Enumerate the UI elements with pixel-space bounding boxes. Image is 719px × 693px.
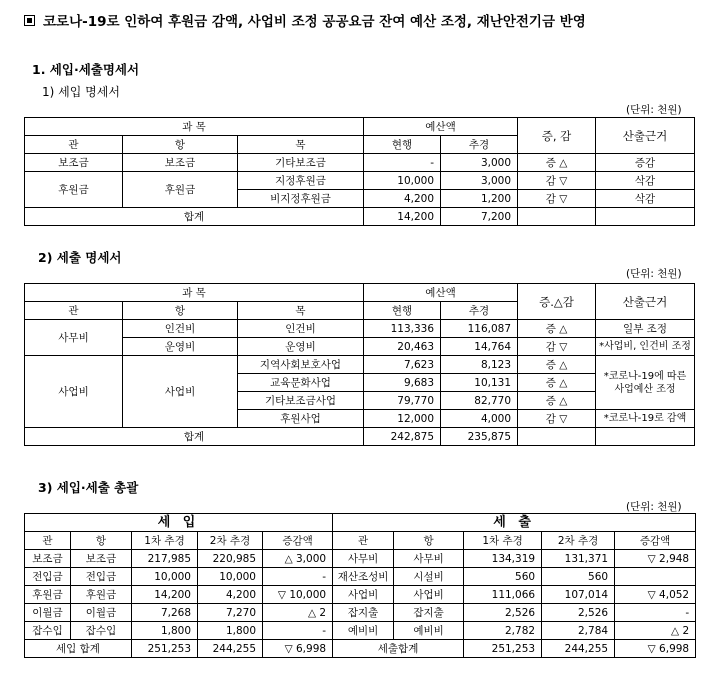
cell-expense-hang: 잡지출 (394, 604, 464, 622)
cell-expense-gwan: 사무비 (333, 550, 394, 568)
header-mok: 목 (238, 302, 364, 320)
cell-revised: 116,087 (441, 320, 518, 338)
cell-expense-first: 2,782 (464, 622, 542, 640)
header-gwan: 관 (25, 532, 71, 550)
cell-current: 10,000 (364, 172, 441, 190)
cell-current: 9,683 (364, 374, 441, 392)
table-row (25, 550, 696, 568)
cell-mok: 지역사회보호사업 (238, 356, 364, 374)
cell-diff: 감 ▽ (518, 172, 596, 190)
cell-expense-second: 131,371 (542, 550, 615, 568)
cell-expense-second: 2,526 (542, 604, 615, 622)
income-heading: 1) 세입 명세서 (42, 85, 120, 99)
cell-current: 12,000 (364, 410, 441, 428)
cell-income-gwan: 보조금 (25, 550, 71, 568)
header-gwan: 관 (333, 532, 394, 550)
table-row (25, 622, 696, 640)
cell-income-gwan: 잡수입 (25, 622, 71, 640)
cell-income-second: 4,200 (198, 586, 263, 604)
cell-basis: 삭감 (596, 190, 695, 208)
cell-expense-diff: △ 2 (615, 622, 696, 640)
header-hang: 항 (71, 532, 132, 550)
cell-income-second: 10,000 (198, 568, 263, 586)
cell-mok: 인건비 (238, 320, 364, 338)
cell-diff: 증 △ (518, 154, 596, 172)
cell-current: 20,463 (364, 338, 441, 356)
header-gwamok: 과 목 (25, 118, 364, 136)
cell-income-gwan: 후원금 (25, 586, 71, 604)
cell-income-diff: △ 2 (263, 604, 333, 622)
cell-current: 113,336 (364, 320, 441, 338)
cell-diff: 증 △ (518, 392, 596, 410)
total-row (25, 428, 695, 446)
cell-income-hang: 잡수입 (71, 622, 132, 640)
income-table (24, 117, 695, 226)
cell-income-diff: ▽ 10,000 (263, 586, 333, 604)
cell-income-hang: 후원금 (71, 586, 132, 604)
cell-hang: 후원금 (123, 172, 238, 208)
cell-income-gwan: 이월금 (25, 604, 71, 622)
total-label: 합계 (25, 428, 364, 446)
expense-unit: (단위: 천원) (626, 268, 682, 280)
expense-total-second: 244,255 (542, 640, 615, 658)
cell-empty (596, 208, 695, 226)
cell-income-first: 217,985 (132, 550, 198, 568)
income-unit: (단위: 천원) (626, 104, 682, 116)
cell-expense-second: 560 (542, 568, 615, 586)
cell-expense-hang: 시설비 (394, 568, 464, 586)
header-hang: 항 (123, 136, 238, 154)
expense-table (24, 283, 695, 446)
cell-empty (596, 428, 695, 446)
cell-revised: 1,200 (441, 190, 518, 208)
cell-expense-hang: 예비비 (394, 622, 464, 640)
header-revised: 추경 (441, 302, 518, 320)
cell-expense-diff (615, 568, 696, 586)
summary-heading: 3) 세입·세출 총괄 (38, 480, 139, 495)
table-row (25, 586, 696, 604)
income-total-diff: ▽ 6,998 (263, 640, 333, 658)
cell-basis: *코로나-19로 감액 (596, 410, 695, 428)
header-mok: 목 (238, 136, 364, 154)
cell-current: 4,200 (364, 190, 441, 208)
header-budget: 예산액 (364, 118, 518, 136)
cell-hang: 보조금 (123, 154, 238, 172)
income-total-label: 세입 합계 (25, 640, 132, 658)
table-row (25, 356, 695, 374)
header-expense: 세 출 (333, 514, 696, 532)
header-hang: 항 (123, 302, 238, 320)
total-row (25, 640, 696, 658)
cell-current: 7,623 (364, 356, 441, 374)
cell-mok: 기타보조금사업 (238, 392, 364, 410)
table-row (25, 154, 695, 172)
cell-income-diff: △ 3,000 (263, 550, 333, 568)
cell-expense-second: 107,014 (542, 586, 615, 604)
header-gwamok: 과 목 (25, 284, 364, 302)
cell-revised: 8,123 (441, 356, 518, 374)
cell-revised: 10,131 (441, 374, 518, 392)
cell-empty (518, 428, 596, 446)
cell-expense-gwan: 예비비 (333, 622, 394, 640)
cell-income-hang: 보조금 (71, 550, 132, 568)
section-heading: 1. 세입·세출명세서 (32, 62, 140, 77)
expense-total-diff: ▽ 6,998 (615, 640, 696, 658)
header-basis: 산출근거 (596, 118, 695, 154)
cell-diff: 증 △ (518, 374, 596, 392)
square-bullet-icon (24, 15, 35, 26)
total-current: 14,200 (364, 208, 441, 226)
page-title (24, 10, 586, 30)
header-income: 세 입 (25, 514, 333, 532)
cell-mok: 비지정후원금 (238, 190, 364, 208)
cell-expense-gwan: 재산조성비 (333, 568, 394, 586)
total-revised: 7,200 (441, 208, 518, 226)
summary-unit: (단위: 천원) (626, 501, 682, 513)
header-basis: 산출근거 (596, 284, 695, 320)
header-diff: 증, 감 (518, 118, 596, 154)
cell-revised: 3,000 (441, 172, 518, 190)
cell-diff: 감 ▽ (518, 190, 596, 208)
cell-gwan: 후원금 (25, 172, 123, 208)
header-diff: 증.△감 (518, 284, 596, 320)
cell-diff: 증 △ (518, 320, 596, 338)
page-title-text: 코로나-19로 인하여 후원금 감액, 사업비 조정 공공요금 잔여 예산 조정, 재난안전기금 반영 (43, 14, 586, 30)
cell-basis: 삭감 (596, 172, 695, 190)
cell-basis: 일부 조정 (596, 320, 695, 338)
cell-diff: 감 ▽ (518, 410, 596, 428)
cell-income-second: 220,985 (198, 550, 263, 568)
header-gwan: 관 (25, 136, 123, 154)
cell-gwan: 사무비 (25, 320, 123, 356)
table-row (25, 604, 696, 622)
cell-income-diff: - (263, 622, 333, 640)
cell-income-gwan: 전입금 (25, 568, 71, 586)
header-diff: 증감액 (615, 532, 696, 550)
cell-expense-hang: 사무비 (394, 550, 464, 568)
cell-income-hang: 전입금 (71, 568, 132, 586)
cell-income-second: 7,270 (198, 604, 263, 622)
cell-revised: 4,000 (441, 410, 518, 428)
expense-total-first: 251,253 (464, 640, 542, 658)
cell-income-first: 10,000 (132, 568, 198, 586)
header-revised: 추경 (441, 136, 518, 154)
header-diff: 증감액 (263, 532, 333, 550)
cell-expense-first: 2,526 (464, 604, 542, 622)
total-row (25, 208, 695, 226)
cell-income-first: 7,268 (132, 604, 198, 622)
table-row (25, 338, 695, 356)
expense-heading: 2) 세출 명세서 (38, 250, 122, 265)
header-current: 현행 (364, 136, 441, 154)
cell-expense-gwan: 잡지출 (333, 604, 394, 622)
header-hang: 항 (394, 532, 464, 550)
cell-expense-hang: 사업비 (394, 586, 464, 604)
cell-revised: 3,000 (441, 154, 518, 172)
cell-mok: 기타보조금 (238, 154, 364, 172)
cell-expense-first: 134,319 (464, 550, 542, 568)
cell-expense-diff: ▽ 4,052 (615, 586, 696, 604)
cell-basis: *사업비, 인건비 조정 (596, 338, 695, 356)
header-first: 1차 추경 (132, 532, 198, 550)
cell-mok: 교육문화사업 (238, 374, 364, 392)
cell-income-diff: - (263, 568, 333, 586)
cell-income-hang: 이월금 (71, 604, 132, 622)
cell-gwan: 사업비 (25, 356, 123, 428)
cell-expense-first: 560 (464, 568, 542, 586)
cell-basis: 증감 (596, 154, 695, 172)
cell-expense-first: 111,066 (464, 586, 542, 604)
cell-diff: 증 △ (518, 356, 596, 374)
income-total-first: 251,253 (132, 640, 198, 658)
table-row (25, 172, 695, 190)
cell-hang: 인건비 (123, 320, 238, 338)
cell-income-first: 1,800 (132, 622, 198, 640)
expense-total-label: 세출합계 (333, 640, 464, 658)
cell-income-first: 14,200 (132, 586, 198, 604)
cell-diff: 감 ▽ (518, 338, 596, 356)
header-first: 1차 추경 (464, 532, 542, 550)
cell-empty (518, 208, 596, 226)
cell-revised: 14,764 (441, 338, 518, 356)
cell-current: 79,770 (364, 392, 441, 410)
cell-expense-diff: ▽ 2,948 (615, 550, 696, 568)
header-second: 2차 추경 (542, 532, 615, 550)
total-revised: 235,875 (441, 428, 518, 446)
header-budget: 예산액 (364, 284, 518, 302)
cell-revised: 82,770 (441, 392, 518, 410)
cell-mok: 지정후원금 (238, 172, 364, 190)
cell-mok: 후원사업 (238, 410, 364, 428)
cell-mok: 운영비 (238, 338, 364, 356)
cell-expense-gwan: 사업비 (333, 586, 394, 604)
income-total-second: 244,255 (198, 640, 263, 658)
cell-income-second: 1,800 (198, 622, 263, 640)
cell-hang: 사업비 (123, 356, 238, 428)
table-row (25, 568, 696, 586)
cell-hang: 운영비 (123, 338, 238, 356)
total-current: 242,875 (364, 428, 441, 446)
cell-basis: *코로나-19에 따른 사업예산 조정 (596, 356, 695, 410)
cell-expense-second: 2,784 (542, 622, 615, 640)
cell-current: - (364, 154, 441, 172)
table-row (25, 320, 695, 338)
header-current: 현행 (364, 302, 441, 320)
cell-expense-diff: - (615, 604, 696, 622)
cell-gwan: 보조금 (25, 154, 123, 172)
header-gwan: 관 (25, 302, 123, 320)
header-second: 2차 추경 (198, 532, 263, 550)
summary-table (24, 513, 696, 658)
total-label: 합계 (25, 208, 364, 226)
